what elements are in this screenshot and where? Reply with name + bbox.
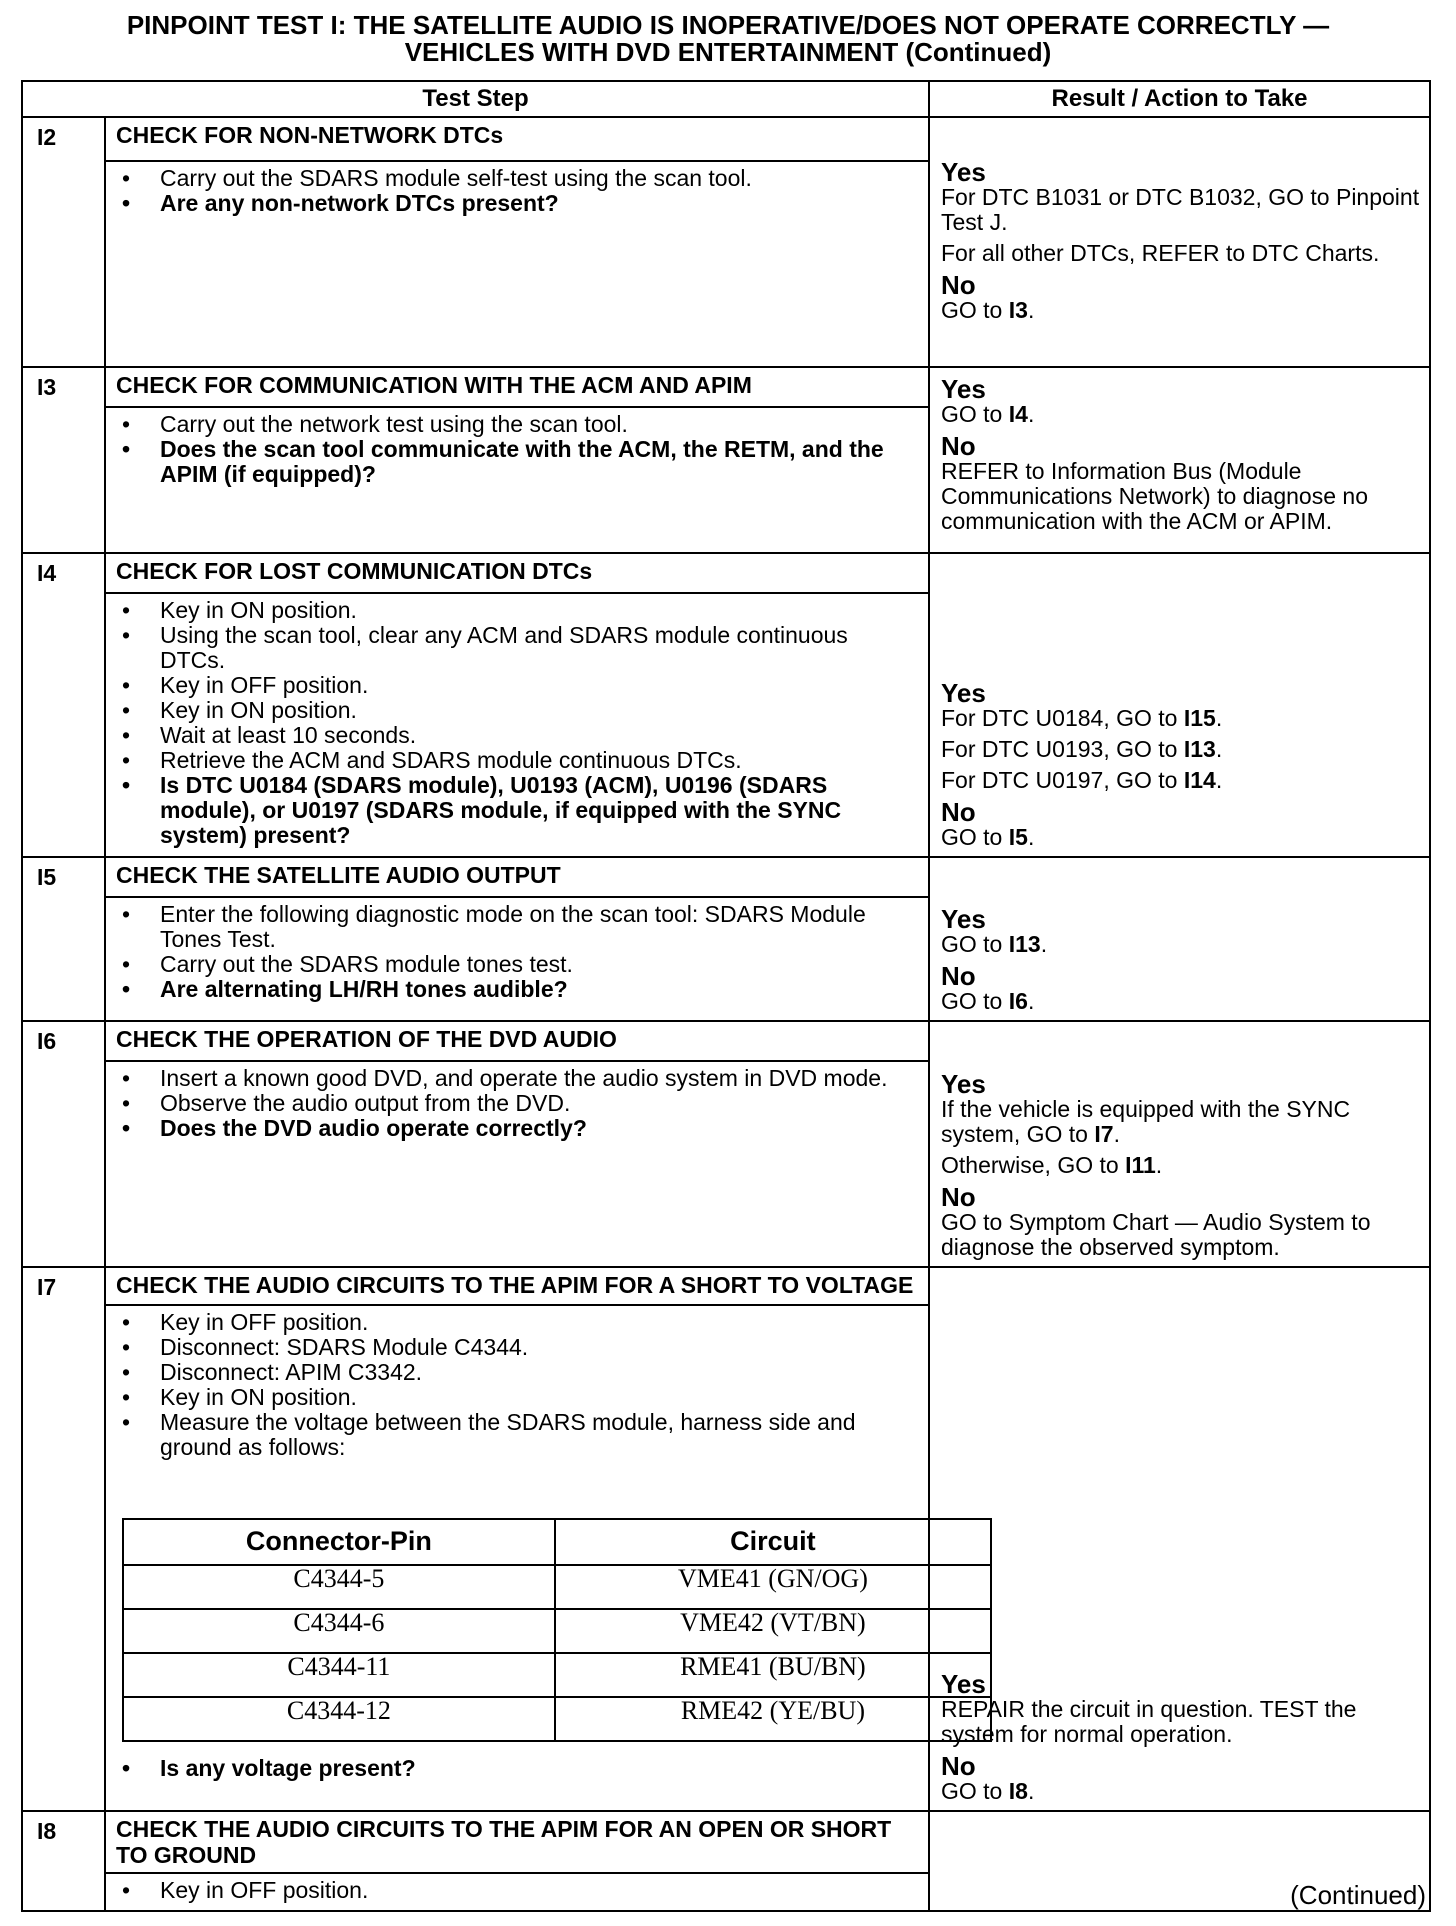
step-i5-title-row	[22, 857, 1430, 897]
step-i2-body	[105, 161, 929, 367]
step-i7-no-text	[941, 1779, 1421, 1804]
step-i7-no-label: No	[941, 1751, 976, 1781]
circuit-cell: VME42 (VT/BN)	[555, 1609, 991, 1653]
step-i7-yes-label: Yes	[941, 1669, 986, 1699]
step-i7-bullet-2: • Disconnect: SDARS Module C4344.	[118, 1335, 918, 1360]
step-i6-title-row	[22, 1021, 1430, 1061]
step-i5-yes-pre: GO to	[941, 931, 1009, 957]
step-i7-question-list	[118, 1756, 918, 1781]
step-i6-no-label: No	[941, 1182, 976, 1212]
step-i7-bullet-4: • Key in ON position.	[118, 1385, 918, 1410]
step-i4-no-pre: GO to	[941, 824, 1009, 850]
step-i2-id: I2	[22, 117, 105, 367]
step-i4-yes-3-post: .	[1215, 767, 1223, 793]
step-i6-bullet-1: • Insert a known good DVD, and operate the audio system in DVD mode.	[118, 1066, 918, 1091]
step-i5-body	[105, 897, 929, 1021]
step-i3-body	[105, 407, 929, 553]
step-i4-yes-3-ref: I14	[1183, 767, 1216, 793]
step-i3-question: • Does the scan tool communicate with the ACM, the RETM, and the APIM (if equipped)?	[118, 437, 918, 487]
step-i4-title: CHECK FOR LOST COMMUNICATION DTCs	[105, 553, 929, 593]
step-i7-id: I7	[22, 1267, 105, 1811]
step-i8-body	[105, 1873, 929, 1911]
step-i3-bullet-1: • Carry out the network test using the scan tool.	[118, 412, 918, 437]
step-i7-result	[929, 1267, 1430, 1811]
step-i7-question: • Is any voltage present?	[118, 1756, 918, 1781]
step-i7-no-pre: GO to	[941, 1778, 1009, 1804]
step-i7-bullet-3: • Disconnect: APIM C3342.	[118, 1360, 918, 1385]
step-i4-bullet-3: • Key in OFF position.	[118, 673, 918, 698]
step-i4-yes-text-2	[941, 737, 1421, 762]
step-i3-yes-label: Yes	[941, 374, 986, 404]
step-i7-bullet-1: • Key in OFF position.	[118, 1310, 918, 1335]
step-i6-yes-1-ref: I7	[1094, 1121, 1114, 1147]
step-i5-yes-label: Yes	[941, 904, 986, 934]
step-i3-yes-pre: GO to	[941, 401, 1009, 427]
table-header-row	[22, 81, 1430, 117]
step-i4-yes-text-3	[941, 768, 1421, 793]
connector-pin-table	[122, 1518, 992, 1742]
step-i2-yes-label: Yes	[941, 157, 986, 187]
step-i2-result	[929, 117, 1430, 367]
step-i2-bullets	[118, 166, 918, 216]
step-i7-bullets	[118, 1310, 918, 1460]
step-i5-bullet-2: • Carry out the SDARS module tones test.	[118, 952, 918, 977]
step-i4-no-text	[941, 825, 1421, 850]
table-row	[123, 1653, 991, 1697]
page-title	[0, 12, 1456, 66]
step-i6-yes-2-ref: I11	[1125, 1152, 1156, 1178]
step-i3-title: CHECK FOR COMMUNICATION WITH THE ACM AND APIM	[105, 367, 929, 407]
circuit-cell: VME41 (GN/OG)	[555, 1565, 991, 1609]
step-i4-question: • Is DTC U0184 (SDARS module), U0193 (ACM), U0196 (SDARS module), or U0197 (SDARS module, if equipped with the SYNC system) present?	[118, 773, 918, 848]
pinpoint-test-table	[21, 80, 1431, 1912]
step-i4-bullets	[118, 598, 918, 848]
step-i4-yes-3-pre: For DTC U0197, GO to	[941, 767, 1184, 793]
step-i4-yes-1-pre: For DTC U0184, GO to	[941, 705, 1184, 731]
continued-footer: (Continued)	[1290, 1880, 1426, 1910]
table-row	[123, 1697, 991, 1741]
step-i2-no-pre: GO to	[941, 297, 1009, 323]
step-i2-yes-text-1: For DTC B1031 or DTC B1032, GO to Pinpoint Test J.	[941, 184, 1420, 235]
table-row	[123, 1565, 991, 1609]
step-i8-title: CHECK THE AUDIO CIRCUITS TO THE APIM FOR AN OPEN OR SHORT TO GROUND	[105, 1811, 929, 1873]
step-i4-id: I4	[22, 553, 105, 857]
step-i4-yes-2-post: .	[1215, 736, 1223, 762]
step-i4-no-ref: I5	[1008, 824, 1028, 850]
step-i4-bullet-2: • Using the scan tool, clear any ACM and SDARS module continuous DTCs.	[118, 623, 918, 673]
step-i3-bullets	[118, 412, 918, 487]
step-i5-result	[929, 857, 1430, 1021]
step-i4-bullet-5: • Wait at least 10 seconds.	[118, 723, 918, 748]
step-i4-no-post: .	[1027, 824, 1035, 850]
step-i5-question: • Are alternating LH/RH tones audible?	[118, 977, 918, 1002]
step-i4-no-label: No	[941, 797, 976, 827]
page-title-line2: VEHICLES WITH DVD ENTERTAINMENT (Continued)	[404, 37, 1052, 67]
connector-pin-cell: C4344-12	[123, 1697, 555, 1741]
step-i6-yes-1-pre: If the vehicle is equipped with the SYNC system, GO to	[941, 1096, 1351, 1147]
step-i4-title-row	[22, 553, 1430, 593]
step-i6-id: I6	[22, 1021, 105, 1267]
step-i2-no-post: .	[1027, 297, 1035, 323]
step-i4-result	[929, 553, 1430, 857]
step-i4-yes-2-pre: For DTC U0193, GO to	[941, 736, 1184, 762]
step-i5-bullet-1: • Enter the following diagnostic mode on the scan tool: SDARS Module Tones Test.	[118, 902, 918, 952]
step-i4-bullet-1: • Key in ON position.	[118, 598, 918, 623]
circuit-cell: RME42 (YE/BU)	[555, 1697, 991, 1741]
step-i7-no-ref: I8	[1008, 1778, 1028, 1804]
step-i3-title-row	[22, 367, 1430, 407]
circuit-header: Circuit	[555, 1519, 991, 1565]
step-i3-no-text: REFER to Information Bus (Module Communications Network) to diagnose no communication with the ACM or APIM.	[941, 458, 1368, 534]
step-i5-no-post: .	[1027, 988, 1035, 1014]
step-i7-yes-text: REPAIR the circuit in question. TEST the system for normal operation.	[941, 1696, 1357, 1747]
step-i8-id: I8	[22, 1811, 105, 1911]
step-i2-question: • Are any non-network DTCs present?	[118, 191, 918, 216]
step-i2-no-ref: I3	[1008, 297, 1028, 323]
step-i5-no-ref: I6	[1008, 988, 1028, 1014]
step-i3-yes-ref: I4	[1008, 401, 1028, 427]
step-i5-no-pre: GO to	[941, 988, 1009, 1014]
connector-pin-header-row	[123, 1519, 991, 1565]
step-i3-id: I3	[22, 367, 105, 553]
step-i6-bullet-2: • Observe the audio output from the DVD.	[118, 1091, 918, 1116]
step-i4-yes-text-1	[941, 706, 1421, 731]
step-i6-yes-1-post: .	[1113, 1121, 1120, 1147]
step-i2-yes-text-2: For all other DTCs, REFER to DTC Charts.	[941, 240, 1380, 266]
step-i7-body	[105, 1305, 929, 1811]
connector-pin-cell: C4344-6	[123, 1609, 555, 1653]
circuit-cell: RME41 (BU/BN)	[555, 1653, 991, 1697]
step-i3-yes-text	[941, 402, 1421, 427]
step-i8-bullets	[118, 1878, 918, 1903]
step-i5-no-label: No	[941, 961, 976, 991]
step-i6-yes-text-1	[941, 1097, 1421, 1147]
step-i6-result	[929, 1021, 1430, 1267]
connector-pin-cell: C4344-11	[123, 1653, 555, 1697]
step-i5-yes-ref: I13	[1008, 931, 1041, 957]
step-i4-yes-1-ref: I15	[1183, 705, 1216, 731]
step-i4-yes-1-post: .	[1215, 705, 1223, 731]
step-i8-title-row	[22, 1811, 1430, 1873]
step-i6-no-text: GO to Symptom Chart — Audio System to diagnose the observed symptom.	[941, 1209, 1371, 1260]
step-i4-yes-label: Yes	[941, 678, 986, 708]
step-i6-yes-2-pre: Otherwise, GO to	[941, 1152, 1126, 1178]
step-i4-yes-2-ref: I13	[1183, 736, 1216, 762]
header-test-step: Test Step	[22, 81, 929, 117]
step-i5-no-text	[941, 989, 1421, 1014]
step-i6-yes-label: Yes	[941, 1069, 986, 1099]
step-i8-bullet-1: • Key in OFF position.	[118, 1878, 918, 1903]
step-i5-bullets	[118, 902, 918, 1002]
step-i2-no-label: No	[941, 270, 976, 300]
step-i4-bullet-4: • Key in ON position.	[118, 698, 918, 723]
step-i7-title-row	[22, 1267, 1430, 1305]
step-i6-question: • Does the DVD audio operate correctly?	[118, 1116, 918, 1141]
step-i5-title: CHECK THE SATELLITE AUDIO OUTPUT	[105, 857, 929, 897]
step-i5-yes-text	[941, 932, 1421, 957]
step-i2-bullet-1: • Carry out the SDARS module self-test using the scan tool.	[118, 166, 918, 191]
connector-pin-header: Connector-Pin	[123, 1519, 555, 1565]
page-title-line1: PINPOINT TEST I: THE SATELLITE AUDIO IS INOPERATIVE/DOES NOT OPERATE CORRECTLY —	[126, 10, 1330, 40]
step-i3-yes-post: .	[1027, 401, 1035, 427]
table-row	[123, 1609, 991, 1653]
step-i7-no-post: .	[1027, 1778, 1035, 1804]
step-i7-title: CHECK THE AUDIO CIRCUITS TO THE APIM FOR A SHORT TO VOLTAGE	[105, 1267, 929, 1305]
step-i7-bullet-5: • Measure the voltage between the SDARS module, harness side and ground as follows:	[118, 1410, 918, 1460]
step-i2-title: CHECK FOR NON-NETWORK DTCs	[105, 117, 929, 161]
step-i4-bullet-6: • Retrieve the ACM and SDARS module continuous DTCs.	[118, 748, 918, 773]
step-i3-result	[929, 367, 1430, 553]
step-i6-yes-2-post: .	[1155, 1152, 1163, 1178]
step-i6-title: CHECK THE OPERATION OF THE DVD AUDIO	[105, 1021, 929, 1061]
connector-pin-cell: C4344-5	[123, 1565, 555, 1609]
step-i6-body	[105, 1061, 929, 1267]
header-result: Result / Action to Take	[929, 81, 1430, 117]
step-i2-title-row	[22, 117, 1430, 161]
step-i5-id: I5	[22, 857, 105, 1021]
step-i3-no-label: No	[941, 431, 976, 461]
step-i4-body	[105, 593, 929, 857]
step-i5-yes-post: .	[1040, 931, 1048, 957]
step-i6-yes-text-2	[941, 1153, 1421, 1178]
step-i6-bullets	[118, 1066, 918, 1141]
step-i2-no-text	[941, 298, 1421, 323]
